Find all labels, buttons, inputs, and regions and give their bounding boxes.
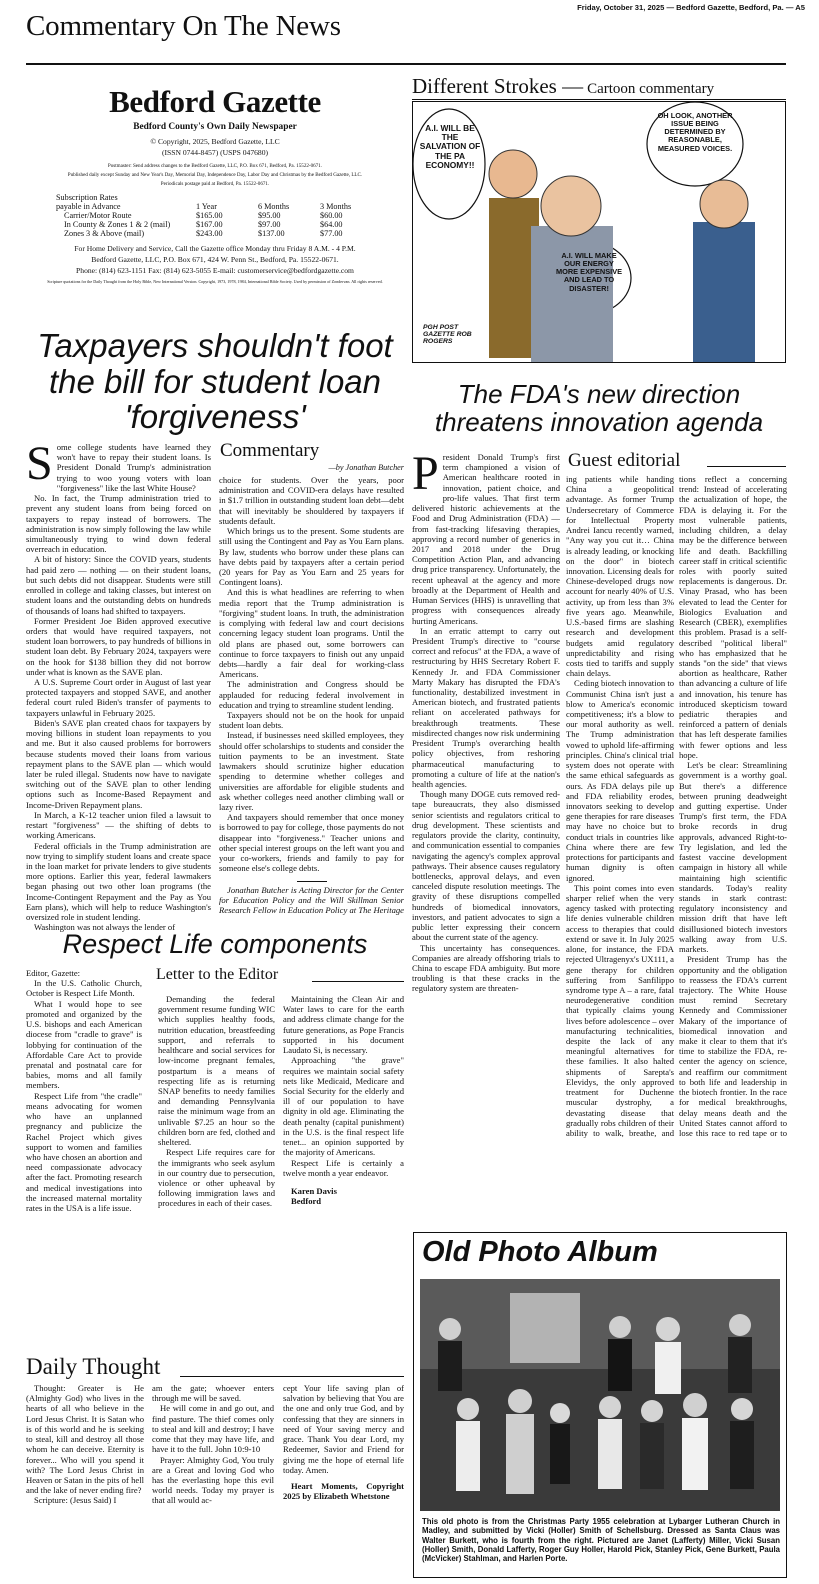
rate-col: 3 Months [320, 202, 352, 211]
loan-headline: Taxpayers shouldn't foot the bill for student loan 'forgiveness' [37, 327, 393, 436]
rate-value: $97.00 [258, 220, 281, 229]
photo-album [413, 1232, 787, 1578]
cartoon-header-sub: Cartoon commentary [587, 81, 715, 97]
fda-column-2 [566, 474, 674, 1140]
paragraph: cept Your life saving plan of salvation by believing that You are the one and only true God, and by confessing that they are sinners in need of Your saving mercy and grace. Thank You dear Lord, my Redeemer, Savior and Friend for giving me the hope of eternal life today. Amen. [283, 1383, 404, 1475]
section-rule [26, 63, 786, 65]
paragraph: Taxpayers should not be on the hook for unpaid student loan debts. [219, 710, 404, 731]
masthead-published: Published daily except Sunday and New Year's Day, Memorial Day, Independence Day, Labor Day and Christmas by the Bedford Gazette, LLC. [67, 172, 363, 178]
rates-title: Subscription Rates [56, 193, 118, 202]
paragraph: In March, a K-12 teacher union filed a lawsuit to restart "forgiveness" — the shifting of debts to working Americans. [26, 809, 211, 841]
rate-value: $243.00 [196, 229, 223, 238]
cartoon-rule [412, 99, 786, 100]
paragraph: tions reflect a concerning trend: Instead of accelerating the actualization of hope, the FDA is delaying it. For the most vulnerable patients, including children, a delay may be the difference between life and death. Backfilling career staff in critical scientific roles with poorly suited replacements is dangerous. Dr. Vinay Prasad, who has been elevated to lead the Center for Biologics Evaluation and Research (CBER), exemplifies this problem. Prasad is a self-described "political liberal" who has emphasized that he stands "on the side" that views abortion as healthcare, Rather than advancing a culture of life and innovation, his tenure has introduced skepticism toward pediatric therapies and reinforced a pattern of denials that has left desperate families with fewer options and less hope. [679, 474, 787, 760]
cartoon-bubble-left-text: A.I. WILL BE THE SALVATION OF THE PA ECONOMY!! [419, 123, 481, 170]
rates-sub: payable in Advance [56, 202, 121, 211]
cartoon-bubble-middle-text: A.I. WILL MAKE OUR ENERGY MORE EXPENSIVE AND LEAD TO DISASTER! [555, 251, 623, 293]
paragraph: Approaching "the grave" requires we maintain social safety nets like Medicaid, Medicare and Social Security for the elderly and ill of our population to have dignity in old age. Eliminating the death penalty (capital punishment) in the U.S. is the final respect life tenet... an opinion supported by the majority of Americans. [283, 1055, 404, 1158]
masthead-delivery: For Home Delivery and Service, Call the Gazette office Monday thru Friday 8 A.M. - 4 P.M. [74, 244, 356, 253]
man-right-body [693, 222, 755, 362]
paragraph: This point comes into even sharper relief when the very agency tasked with protecting life denies vulnerable children access to therapies that could extend or save it. In July 2025 alone, for instance, the FDA rejected Ultragenyx's UX111, a gene therapy for children suffering from Sanfilippo syndrome type A – a rare, fatal neurodegenerative condition that typically claims young lives before adolescence – over manufacturing technicalities, despite the lack of any meaningful alternatives for these families. It also halted shipments of Sarepta's Elevidys, the only approved treatment for Duchenne muscular dystrophy, a devastating disease that gradually robs children of their ability to walk, breathe, and [566, 882, 674, 1138]
thought-column-1 [26, 1383, 144, 1579]
loan-label: Commentary [220, 440, 320, 461]
rate-value: $95.00 [258, 211, 281, 220]
paragraph: President Trump has the opportunity and the obligation to reassess the FDA's current trajectory. The White House must remind Secretary Kennedy and Commissioner Makary of the importance of biomedical innovation and make it clear to them that it's time to stabilize the FDA, re-center the agency on science, and reaffirm our commitment to both life and leadership in the biotech frontier. In the race for medical breakthroughs, delay means death and the United States cannot afford to lose this race to red tape or to [679, 954, 787, 1138]
paragraph: And this is what headlines are referring to when media report that the Trump administration is "forgiving" student loans. In truth, the administration is complying with federal law and court decisions concerning legacy student loan programs. Until the old plans are phased out, some borrowers can continue to force taxpayers to finish out any unpaid debts—hardly a fair deal for working-class Americans. [219, 587, 404, 680]
old-photo-image [420, 1279, 780, 1511]
folio: Friday, October 31, 2025 — Bedford Gazette, Bedford, Pa. — A5 [577, 3, 805, 12]
paragraph: Biden's SAVE plan created chaos for taxpayers by moving billions in student loan repayments to you and me. But it also caused problems for borrowers because students moved their loans from various repayment plans to the SAVE plan — which would later be ruled illegal. Students now have to navigate switching out of the SAVE plan to other lending options such as Income-Based Repayment and Income-Driven Repayment plans. [26, 717, 211, 810]
masthead-tagline: Bedford County's Own Daily Newspaper [133, 122, 297, 132]
loan-dropcap: S [26, 442, 53, 490]
section-title: Commentary On The News [26, 10, 341, 42]
thought-column-2 [152, 1383, 274, 1579]
man-right-head [700, 180, 748, 228]
rate-label: In County & Zones 1 & 2 (mail) [64, 220, 171, 229]
fda-column-3 [679, 474, 787, 1140]
paragraph: This uncertainty has consequences. Companies are already offshoring trials to China to escape FDA ambiguity. But more troubling is that these cracks in the regulatory system are threaten- [412, 942, 560, 994]
paragraph: Federal officials in the Trump administration are now trying to simplify student loans and create space in the loan market for private lenders to give students more options. Earlier this year, federal lawmakers began phasing out two other loan programs (the Income-Contingent Repayment and the Pay as You Earn plans), which will help to reduce Washington's oversized role in student lending. [26, 840, 211, 923]
paragraph: Though many DOGE cuts removed red-tape bureaucrats, they also dismissed senior scientists and regulators critical to drug development. These scientists and regulators provide the clarity, continuity, and communication essential to companies navigating the agency's complex approval pathways. Their absence causes regulatory bottlenecks, approval delays, and even canceled dispute resolution meetings. The gravity of these disruptions compelled hundreds of biomedical innovators, investors, and patient advocates to sign a public letter expressing their concern about the current state of the agency. [412, 789, 560, 943]
man-middle-head [541, 176, 601, 236]
masthead-address: Bedford Gazette, LLC, P.O. Box 671, 424 W. Penn St., Bedford, Pa. 15522-0671. [91, 255, 339, 264]
cartoon-header-title: Different Strokes — [412, 74, 584, 98]
thought-column-3 [283, 1383, 404, 1579]
masthead-scripture-note: Scripture quotations for the Daily Thought from the Holy Bible, New International Version. Copyright, 1973, 1978, 1984, International Bible Society. Used by permission of Zondervan. All rights reserved. [47, 279, 383, 284]
photo-caption: This old photo is from the Christmas Party 1955 celebration at Lybarger Lutheran Church in Madley, and submitted by Vicki (Holler) Smith of Schellsburg. Dressed as Santa Claus was Walter Burkett, who is fourth from the right. Pictured are Janet (Lafferty) Miller, Vicki Susan (Holler) Smith, Donald Lafferty, Roger Guy Holler, Harold Pick, Stanley Pick, Gene Burkett, Paula (McVicker) Stahlman, and Harlen Porte. [422, 1517, 780, 1564]
paragraph: ing patients while handing China a geopolitical advantage. As former Trump Undersecretary of Commerce for Intellectual Property Andrei Iancu recently warned, "Any way you cut it… China is already leading, or knocking on the door" in biotech innovation. Licensing deals for Chinese-developed drugs now account for nearly 40% of U.S. activity, up from less than 3% five years ago. Meanwhile, U.S.-based firms are slashing research and development budgets amid regulatory unpredictability and rising costs tied to tariffs and supply chain delays. [566, 474, 674, 679]
paragraph: A U.S. Supreme Court order in August of last year protected taxpayers and stopped SAVE, and another federal court ruled Biden's transfer of payments to taxpayers unlawful in February 2025. [26, 677, 211, 718]
paragraph: Respect Life is certainly a twelve month a year endeavor. [283, 1157, 404, 1178]
fda-label: Guest editorial [568, 450, 681, 471]
paragraph: Demanding the federal government resume funding WIC which supplies healthy foods, nutrition education, breastfeeding support, and referrals to healthcare and social services for low-income pregnant females, postpartum is a means of respecting life as is returning SNAP benefits to needy families and demanding Pennsylvania raise the minimum wage from an unlivable $7.25 an hour so the children born are fed, clothed and sheltered. [158, 994, 275, 1148]
man-left-head [489, 150, 537, 198]
rates-table [56, 193, 357, 238]
paragraph: Ceding biotech innovation to Communist China isn't just a blow to America's economic competitiveness; it's a blow to our moral authority as well. The Trump administration vowed to uphold life-affirming principles. China's clinical trial system does not operate with the same ethical safeguards as ours. As FDA delays pile up and FDA reliability erodes, innovators seeking to develop gene therapies for rare diseases may have no choice but to conduct trials in countries like China where there are few protections for participants and human dignity is often ignored. [566, 678, 674, 883]
letter-column-3 [283, 994, 404, 1326]
cartoon-bubble-right-text: OH LOOK, ANOTHER ISSUE BEING DETERMINED BY REASONABLE, MEASURED VOICES. [657, 111, 733, 153]
masthead-postmaster: Postmaster: Send address changes to the Bedford Gazette, LLC, P.O. Box 671, Bedford, Pa. 15522-0671. [107, 163, 323, 169]
paragraph: No. In fact, the Trump administration tried to prevent any student loans from being forced on taxpayers to repay instead of borrowers. The administration is now simply following the law while simultaneously trying to wind down federal overreach in education. [26, 493, 211, 555]
paragraph: Respect Life requires care for the immigrants who seek asylum in our country due to persecution, violence or other upheaval by following immigration laws and procedures in each of their cases. [158, 1147, 275, 1209]
paragraph: In an erratic attempt to carry out President Trump's directive to "course correct and refocus" at the FDA, a wave of restructuring by HHS Secretary Robert F. Kennedy Jr. and FDA Commissioner Marty Makary has disrupted the FDA's functionality, destabilized investment in American biotech, and frustrated patients reliant on accelerated pathways for breakthrough treatments. These misdirected changes now risk undermining President Trump's overarching health policy objectives, from reshoring pharmaceutical manufacturing to promoting a culture of life at the nation's health agencies. [412, 625, 560, 789]
rate-value: $60.00 [320, 211, 343, 220]
cartoon-frame [412, 101, 786, 363]
loan-column-1 [26, 442, 211, 934]
rate-value: $64.00 [320, 220, 343, 229]
paragraph: Let's be clear: Streamlining government is a worthy goal. But there's a difference between pruning deadweight and gutting expertise. Under Trump's first term, the FDA broke records in drug approvals, advanced Right-to-Try legislation, and led the fastest vaccine development campaign in history all while maintaining high scientific standards. Today's reality stands in stark contrast: regulatory inconsistency and mission drift that have left disillusioned biotech investors walking away from U.S. markets. [679, 760, 787, 955]
paragraph: A bit of history: Since the COVID years, students had paid zero — nothing — on their student loans, but such debts did not disappear. Students were still enrolled in college and taking classes, but interest on student loans and the outstanding debts on hundreds of thousands of loans had shifted to taxpayers. [26, 554, 211, 616]
fda-label-rule [707, 466, 786, 467]
masthead-issn: (ISSN 0744-8457) (USPS 047680) [161, 148, 269, 157]
fda-column-1 [412, 452, 560, 1140]
letter-signature-town: Bedford [291, 1196, 322, 1207]
paragraph: ome college students have learned they won't have to repay their student loans. Is President Donald Trump's administration trying to woo young voters with loan "forgiveness" like the last White House? [56, 442, 211, 493]
cartoon-signature: PGH POST GAZETTE ROB ROGERS [423, 324, 472, 346]
thought-copyright: Heart Moments, Copyright 2025 by Elizabeth Whetstone [283, 1480, 404, 1502]
masthead-postage: Periodicals postage paid at Bedford, Pa. 15522-0671. [160, 181, 270, 187]
paragraph: Former President Joe Biden approved executive orders that would have required taxpayers, not student loan borrowers, to pay hundreds of billions in student loan debt. By February 2024, taxpayers were on the hook for $138 billion they did not borrow under what is known as the SAVE plan. [26, 615, 211, 677]
paragraph: Instead, if businesses need skilled employees, they should offer scholarships to students and consider the tuition payments to be an investment. State lawmakers should scrutinize higher education spending to determine whether colleges and universities are affordable for eligible students and ask whether colleges need another climbing wall or lazy river. [219, 730, 404, 812]
paragraph: Thought: Greater is He (Almighty God) who lives in the hearts of all who believe in the Lord Jesus Christ. It is Satan who is of this world and he is seeking to steal, kill and destroy all those whom he can deceive. Eternity is forever... Who will you spend it with? The Lord Jesus Christ in Heaven or Satan in the pits of hell and the lake of never ending fire? [26, 1383, 144, 1496]
paragraph: The administration and Congress should be applauded for reducing federal involvement in education and trying to streamline student lending. [219, 679, 404, 710]
masthead-name: Bedford Gazette [109, 84, 321, 119]
paragraph: And taxpayers should remember that once money is borrowed to pay for college, those payments do not disappear into "forgiveness." Teacher unions and other special interest groups on the left want you and your co-workers, friends and family to pay for someone else's college debts. [219, 812, 404, 874]
masthead-copyright: © Copyright, 2025, Bedford Gazette, LLC [150, 137, 280, 146]
fda-dropcap: P [412, 452, 439, 500]
paragraph: choice for students. Over the years, poor administration and COVID-era delays have resulted in $1.7 trillion in outstanding student loan debt—debt that will inevitably be shouldered by taxpayers if students default. [219, 475, 404, 526]
paragraph: In the U.S. Catholic Church, October is Respect Life Month. [26, 978, 142, 999]
cartoon-header [412, 74, 714, 99]
paragraph: am the gate; whoever enters through me will be saved. [152, 1383, 274, 1404]
man-middle-body [531, 226, 613, 362]
paragraph: What I would hope to see promoted and organized by the U.S. bishops and each American diocese from "cradle to grave" is lobbying for continuation of the Affordable Care Act to provide prenatal and postnatal care for babies, moms and all family members. [26, 998, 142, 1091]
paragraph: Which brings us to the present. Some students are still using the Contingent and Pay as You Earn plans. By law, students who borrow under these plans can have debts paid by taxpayers after a certain period (20 years for Pay as You Earn and 25 years for Contingent loans). [219, 526, 404, 588]
letter-label: Letter to the Editor [156, 966, 279, 983]
paragraph: Respect Life from "the cradle" means advocating for women who have an unplanned pregnancy and publicize the Rachel Project which gives support to women and families who have chosen an abortion and need compassionate advocacy after the fact. Promoting research and medical investigations into the increased maternal mortality rates in the USA is a life issue. [26, 1090, 142, 1214]
loan-bio: Jonathan Butcher is Acting Director for the Center for Education Policy and the Will Skillman Senior Research Fellow in Education Policy at The Heritage [219, 884, 404, 915]
rate-value: $77.00 [320, 229, 343, 238]
photo-header: Old Photo Album [422, 1236, 658, 1268]
rate-label: Zones 3 & Above (mail) [64, 229, 145, 238]
masthead-contact: Phone: (814) 623-1151 Fax: (814) 623-5055 E-mail: customerservice@bedfordgazette.com [76, 266, 354, 275]
paragraph: Scripture: (Jesus Said) I [34, 1495, 117, 1506]
rate-value: $137.00 [258, 229, 285, 238]
masthead [26, 70, 404, 338]
paragraph: Prayer: Almighty God, You truly are a Great and loving God who has the everlasting hope this evil world needs. Today my prayer is that all would ac- [152, 1454, 274, 1506]
thought-headline: Daily Thought [26, 1354, 161, 1379]
thought-rule [180, 1376, 404, 1377]
paragraph: Maintaining the Clean Air and Water laws to care for the earth and address climate change for the future generations, as Pope Francis supported in his document Laudato Si, is necessary. [283, 994, 404, 1056]
paragraph: resident Donald Trump's first term championed a vision of American healthcare rooted in innovation, patient choice, and pro-life values. That first term delivered historic achievements at the Food and Drug Administration (FDA) — from fast-tracking lifesaving therapies, approving a record number of generics in 2017 and 2018 under the Drug Competition Action Plan, and advancing drug price transparency. Unfortunately, the recent upheaval at the agency and more broadly at the Department of Health and Human Services (HHS) is unravelling that progress with consequences already hurting Americans. [412, 452, 560, 626]
paragraph: Washington was not always the lender of [34, 922, 176, 933]
rate-value: $165.00 [196, 211, 223, 220]
rate-label: Carrier/Motor Route [64, 211, 132, 220]
letter-signature-name: Karen Davis [291, 1185, 337, 1196]
letter-column-1 [26, 968, 142, 1326]
fda-headline: The FDA's new direction threatens innovation agenda [434, 379, 764, 438]
old-photo [420, 1279, 780, 1511]
rate-value: $167.00 [196, 220, 223, 229]
letter-label-rule [312, 981, 404, 982]
rate-col: 1 Year [196, 202, 217, 211]
paragraph: He will come in and go out, and find pasture. The thief comes only to steal and kill and destroy; I have come that they may have life, and have it to the full. John 10:9-10 [152, 1403, 274, 1455]
paragraph: Editor, Gazette: [26, 968, 81, 978]
loan-byline: —by Jonathan Butcher [328, 463, 404, 472]
letter-headline: Respect Life components [62, 929, 368, 959]
loan-column-2 [219, 475, 404, 917]
loan-bio-rule [297, 881, 327, 882]
rate-col: 6 Months [258, 202, 290, 211]
letter-column-2 [158, 994, 275, 1326]
